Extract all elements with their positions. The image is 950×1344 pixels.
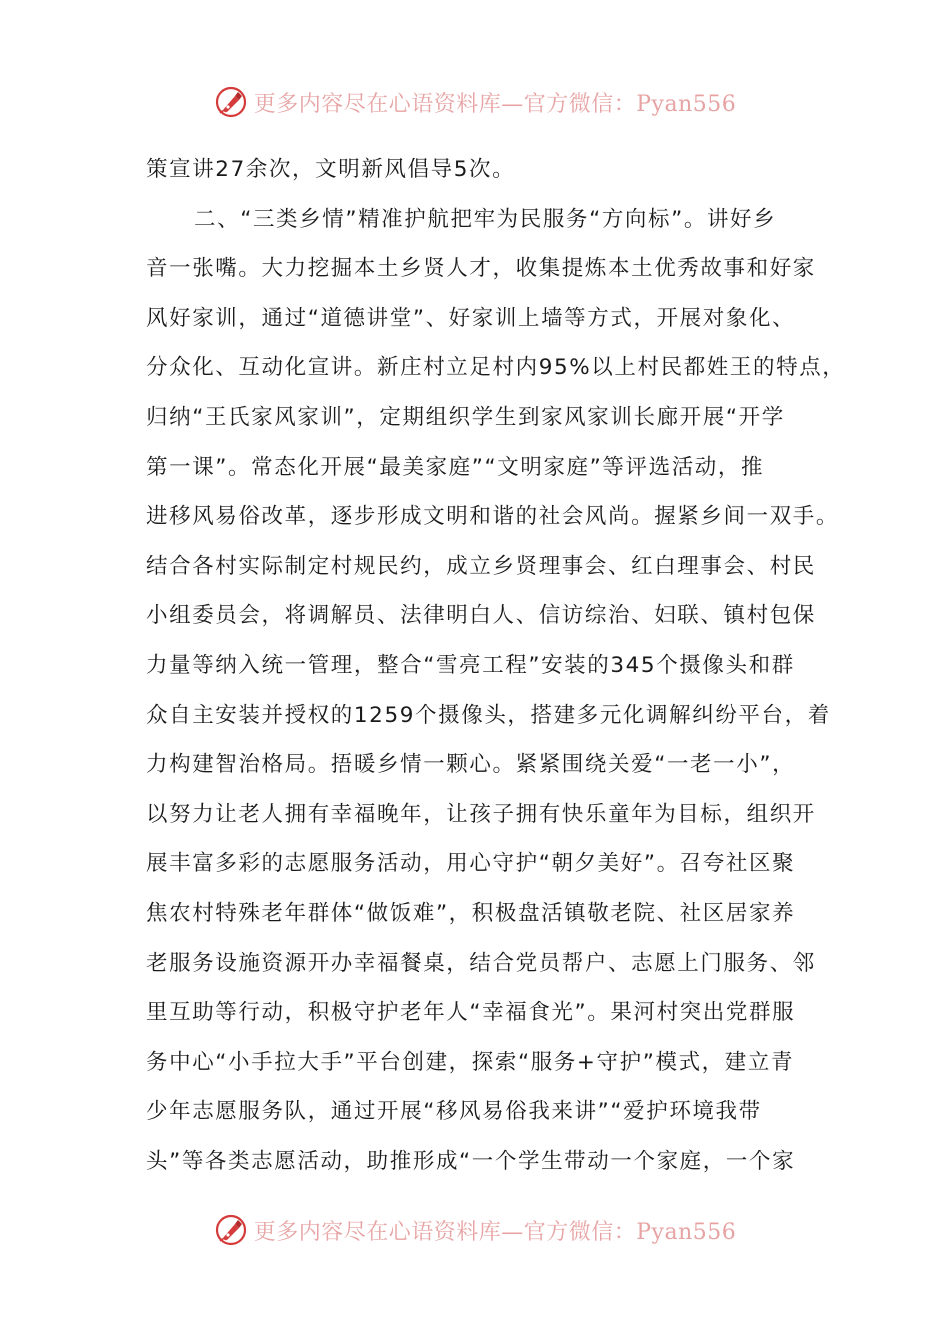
paragraph-line: 少年志愿服务队，通过开展“移风易俗我来讲”“爱护环境我带 bbox=[146, 1099, 762, 1125]
paragraph-line: 第一课”。常态化开展“最美家庭”“文明家庭”等评选活动，推 bbox=[146, 454, 765, 480]
paragraph-line: 以努力让老人拥有幸福晚年，让孩子拥有快乐童年为目标，组织开 bbox=[146, 801, 816, 827]
paragraph-line: 音一张嘴。大力挖掘本土乡贤人才，收集提炼本土优秀故事和好家 bbox=[146, 256, 816, 282]
paragraph-line: 风好家训，通过“道德讲堂”、好家训上墙等方式，开展对象化、 bbox=[146, 305, 796, 331]
pen-nib-logo-icon bbox=[214, 85, 248, 119]
paragraph-line: 进移风易俗改革，逐步形成文明和谐的社会风尚。握紧乡间一双手。 bbox=[146, 504, 840, 530]
paragraph-line: 小组委员会，将调解员、法律明白人、信访综治、妇联、镇村包保 bbox=[146, 603, 816, 629]
paragraph-line: 头”等各类志愿活动，助推形成“一个学生带动一个家庭，一个家 bbox=[146, 1148, 796, 1174]
paragraph-line: 务中心“小手拉大手”平台创建，探索“服务+守护”模式，建立青 bbox=[146, 1049, 795, 1075]
paragraph-line: 结合各村实际制定村规民约，成立乡贤理事会、红白理事会、村民 bbox=[146, 553, 816, 579]
paragraph-line: 力构建智治格局。捂暖乡情一颗心。紧紧围绕关爱“一老一小”， bbox=[146, 752, 796, 778]
document-body bbox=[146, 150, 846, 1191]
paragraph-line: 众自主安装并授权的1259个摄像头，搭建多元化调解纠纷平台，着 bbox=[146, 702, 831, 728]
paragraph-line: 老服务设施资源开办幸福餐桌，结合党员帮户、志愿上门服务、邻 bbox=[146, 950, 816, 976]
paragraph-line: 里互助等行动，积极守护老年人“幸福食光”。果河村突出党群服 bbox=[146, 1000, 796, 1026]
footer-watermark-banner bbox=[0, 1208, 950, 1252]
header-watermark-text: 更多内容尽在心语资料库—官方微信：Pyan556 bbox=[253, 91, 737, 117]
paragraph-line: 分众化、互动化宣讲。新庄村立足村内95%以上村民都姓王的特点， bbox=[146, 355, 846, 381]
paragraph-line: 展丰富多彩的志愿服务活动，用心守护“朝夕美好”。召夸社区聚 bbox=[146, 851, 796, 877]
header-watermark-banner bbox=[0, 80, 950, 124]
paragraph-line: 二、“三类乡情”精准护航把牢为民服务“方向标”。讲好乡 bbox=[194, 206, 777, 232]
pen-nib-logo-icon bbox=[214, 1213, 248, 1247]
paragraph-line: 焦农村特殊老年群体“做饭难”，积极盘活镇敬老院、社区居家养 bbox=[146, 900, 796, 926]
paragraph-line: 力量等纳入统一管理，整合“雪亮工程”安装的345个摄像头和群 bbox=[146, 652, 795, 678]
paragraph-line: 策宣讲27余次，文明新风倡导5次。 bbox=[146, 157, 516, 182]
paragraph-line: 归纳“王氏家风家训”，定期组织学生到家风家训长廊开展“开学 bbox=[146, 404, 785, 430]
footer-watermark-text: 更多内容尽在心语资料库—官方微信：Pyan556 bbox=[253, 1219, 737, 1245]
